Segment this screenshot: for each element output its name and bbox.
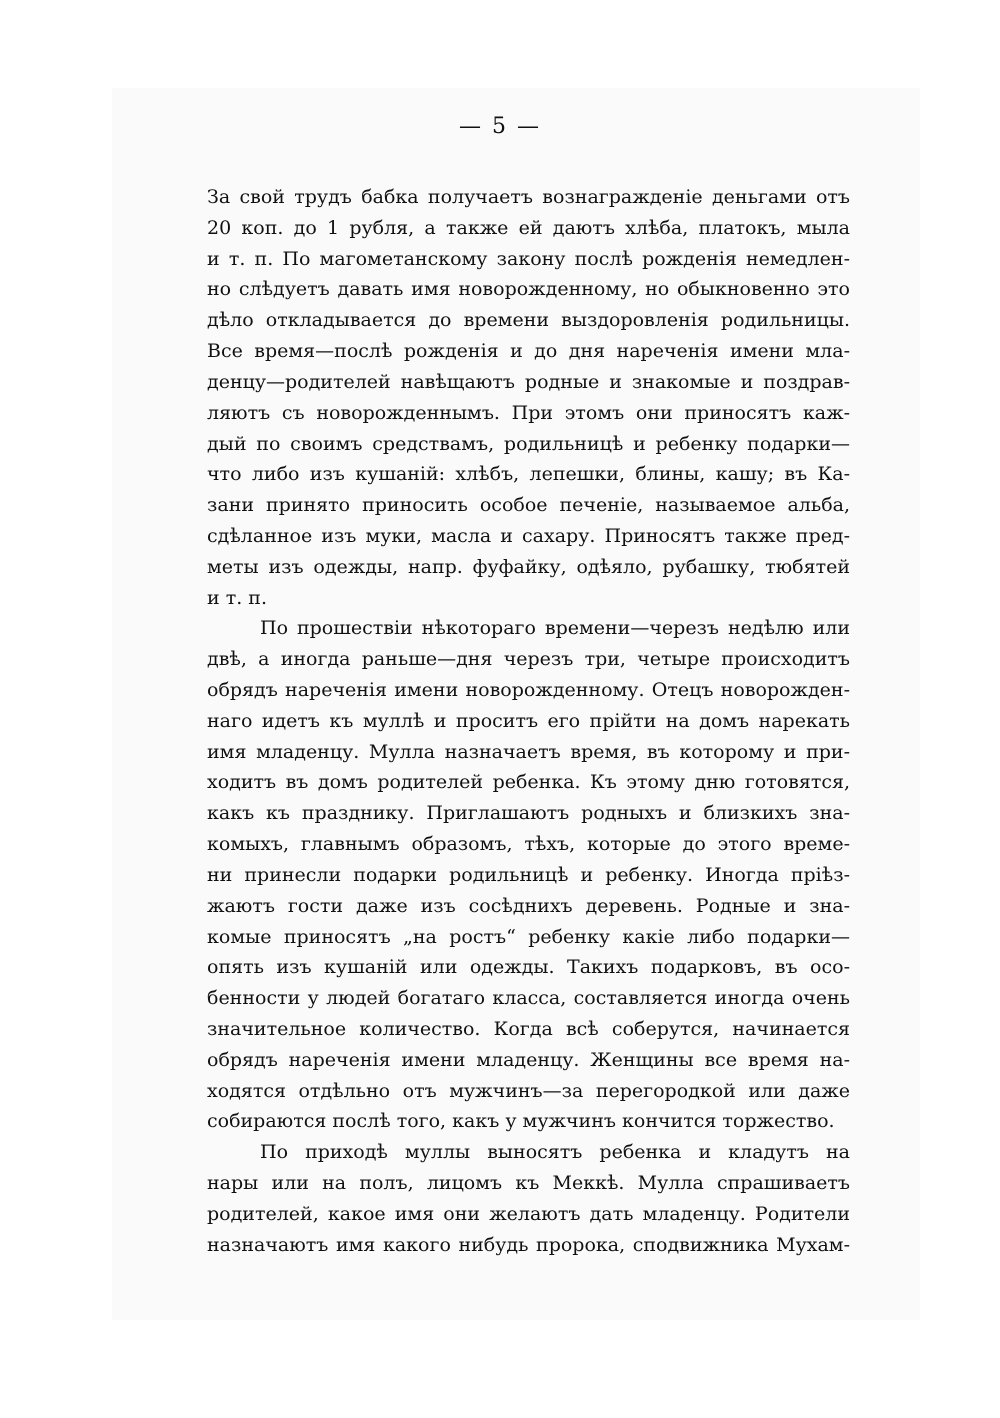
text-line: ходитъ въ домъ родителей ребенка. Къ этому дню готовятся, [207,771,850,794]
text-line: сдѣланное изъ муки, масла и сахару. Приносятъ также пред- [207,524,850,547]
text-line: назначаютъ имя какого нибудь пророка, сподвижника Мухам- [207,1233,850,1256]
text-line: и т. п. По магометанскому закону послѣ рожденія немедлен- [207,247,850,270]
text-line: зани принято приносить особое печеніе, называемое альба, [207,494,850,517]
page-number: — 5 — [459,114,541,139]
text-line: меты изъ одежды, напр. фуфайку, одѣяло, рубашку, тюбятей [207,555,850,578]
text-line: дый по своимъ средствамъ, родильницѣ и ребенку подарки— [207,432,850,455]
text-line: и т. п. [207,586,267,609]
text-line: 20 коп. до 1 рубля, а также ей даютъ хлѣба, платокъ, мыла [207,216,850,239]
text-line: значительное количество. Когда всѣ соберутся, начинается [207,1017,850,1040]
text-line: что либо изъ кушаній: хлѣбъ, лепешки, блины, кашу; въ Ка- [207,463,850,486]
text-line: денцу—родителей навѣщаютъ родные и знакомые и поздрав- [207,370,850,393]
text-line: обрядъ нареченія имени новорожденному. Отецъ новорожден- [207,679,850,701]
text-line: По приходѣ муллы выносятъ ребенка и кладутъ на [260,1141,850,1164]
text-line: дѣло откладывается до времени выздоровленія родильницы. [207,309,850,332]
text-line: ляютъ съ новорожденнымъ. При этомъ они приносятъ каж- [207,401,850,424]
text-line: бенности у людей богатаго класса, составляется иногда очень [207,987,850,1010]
text-line: но слѣдуетъ давать имя новорожденному, но обыкновенно это [207,278,850,301]
text-line: родителей, какое имя они желаютъ дать младенцу. Родители [207,1202,850,1225]
text-line: ни принесли подарки родильницѣ и ребенку. Иногда пріѣз- [207,863,850,886]
text-line: обрядъ нареченія имени младенцу. Женщины все время на- [207,1048,850,1071]
text-line: комые приносятъ „на ростъ“ ребенку какіе либо подарки— [207,925,850,948]
text-line: По прошествіи нѣкотораго времени—черезъ недѣлю или [260,617,850,640]
text-line: какъ къ празднику. Приглашаютъ родныхъ и близкихъ зна- [207,802,850,825]
text-line: За свой трудъ бабка получаетъ вознагражденіе деньгами отъ [207,186,850,208]
text-line: комыхъ, главнымъ образомъ, тѣхъ, которые до этого време- [207,833,850,856]
text-line: наго идетъ къ муллѣ и проситъ его прійти на домъ нарекать [207,709,850,732]
body-text [207,182,850,1260]
text-line: имя младенцу. Мулла назначаетъ время, въ которому и при- [207,740,850,763]
text-line: нары или на полъ, лицомъ къ Меккѣ. Мулла спрашиваетъ [207,1172,850,1194]
text-line: собираются послѣ того, какъ у мужчинъ кончится торжество. [207,1110,835,1133]
text-line: двѣ, а иногда раньше—дня черезъ три, четыре происходитъ [207,648,850,671]
text-line: жаютъ гости даже изъ сосѣднихъ деревень. Родные и зна- [207,894,850,917]
text-line: опять изъ кушаній или одежды. Такихъ подарковъ, въ осо- [207,956,850,979]
text-line: Все время—послѣ рожденія и до дня нареченія имени мла- [207,340,850,363]
text-line: ходятся отдѣльно отъ мужчинъ—за перегородкой или даже [207,1079,850,1102]
